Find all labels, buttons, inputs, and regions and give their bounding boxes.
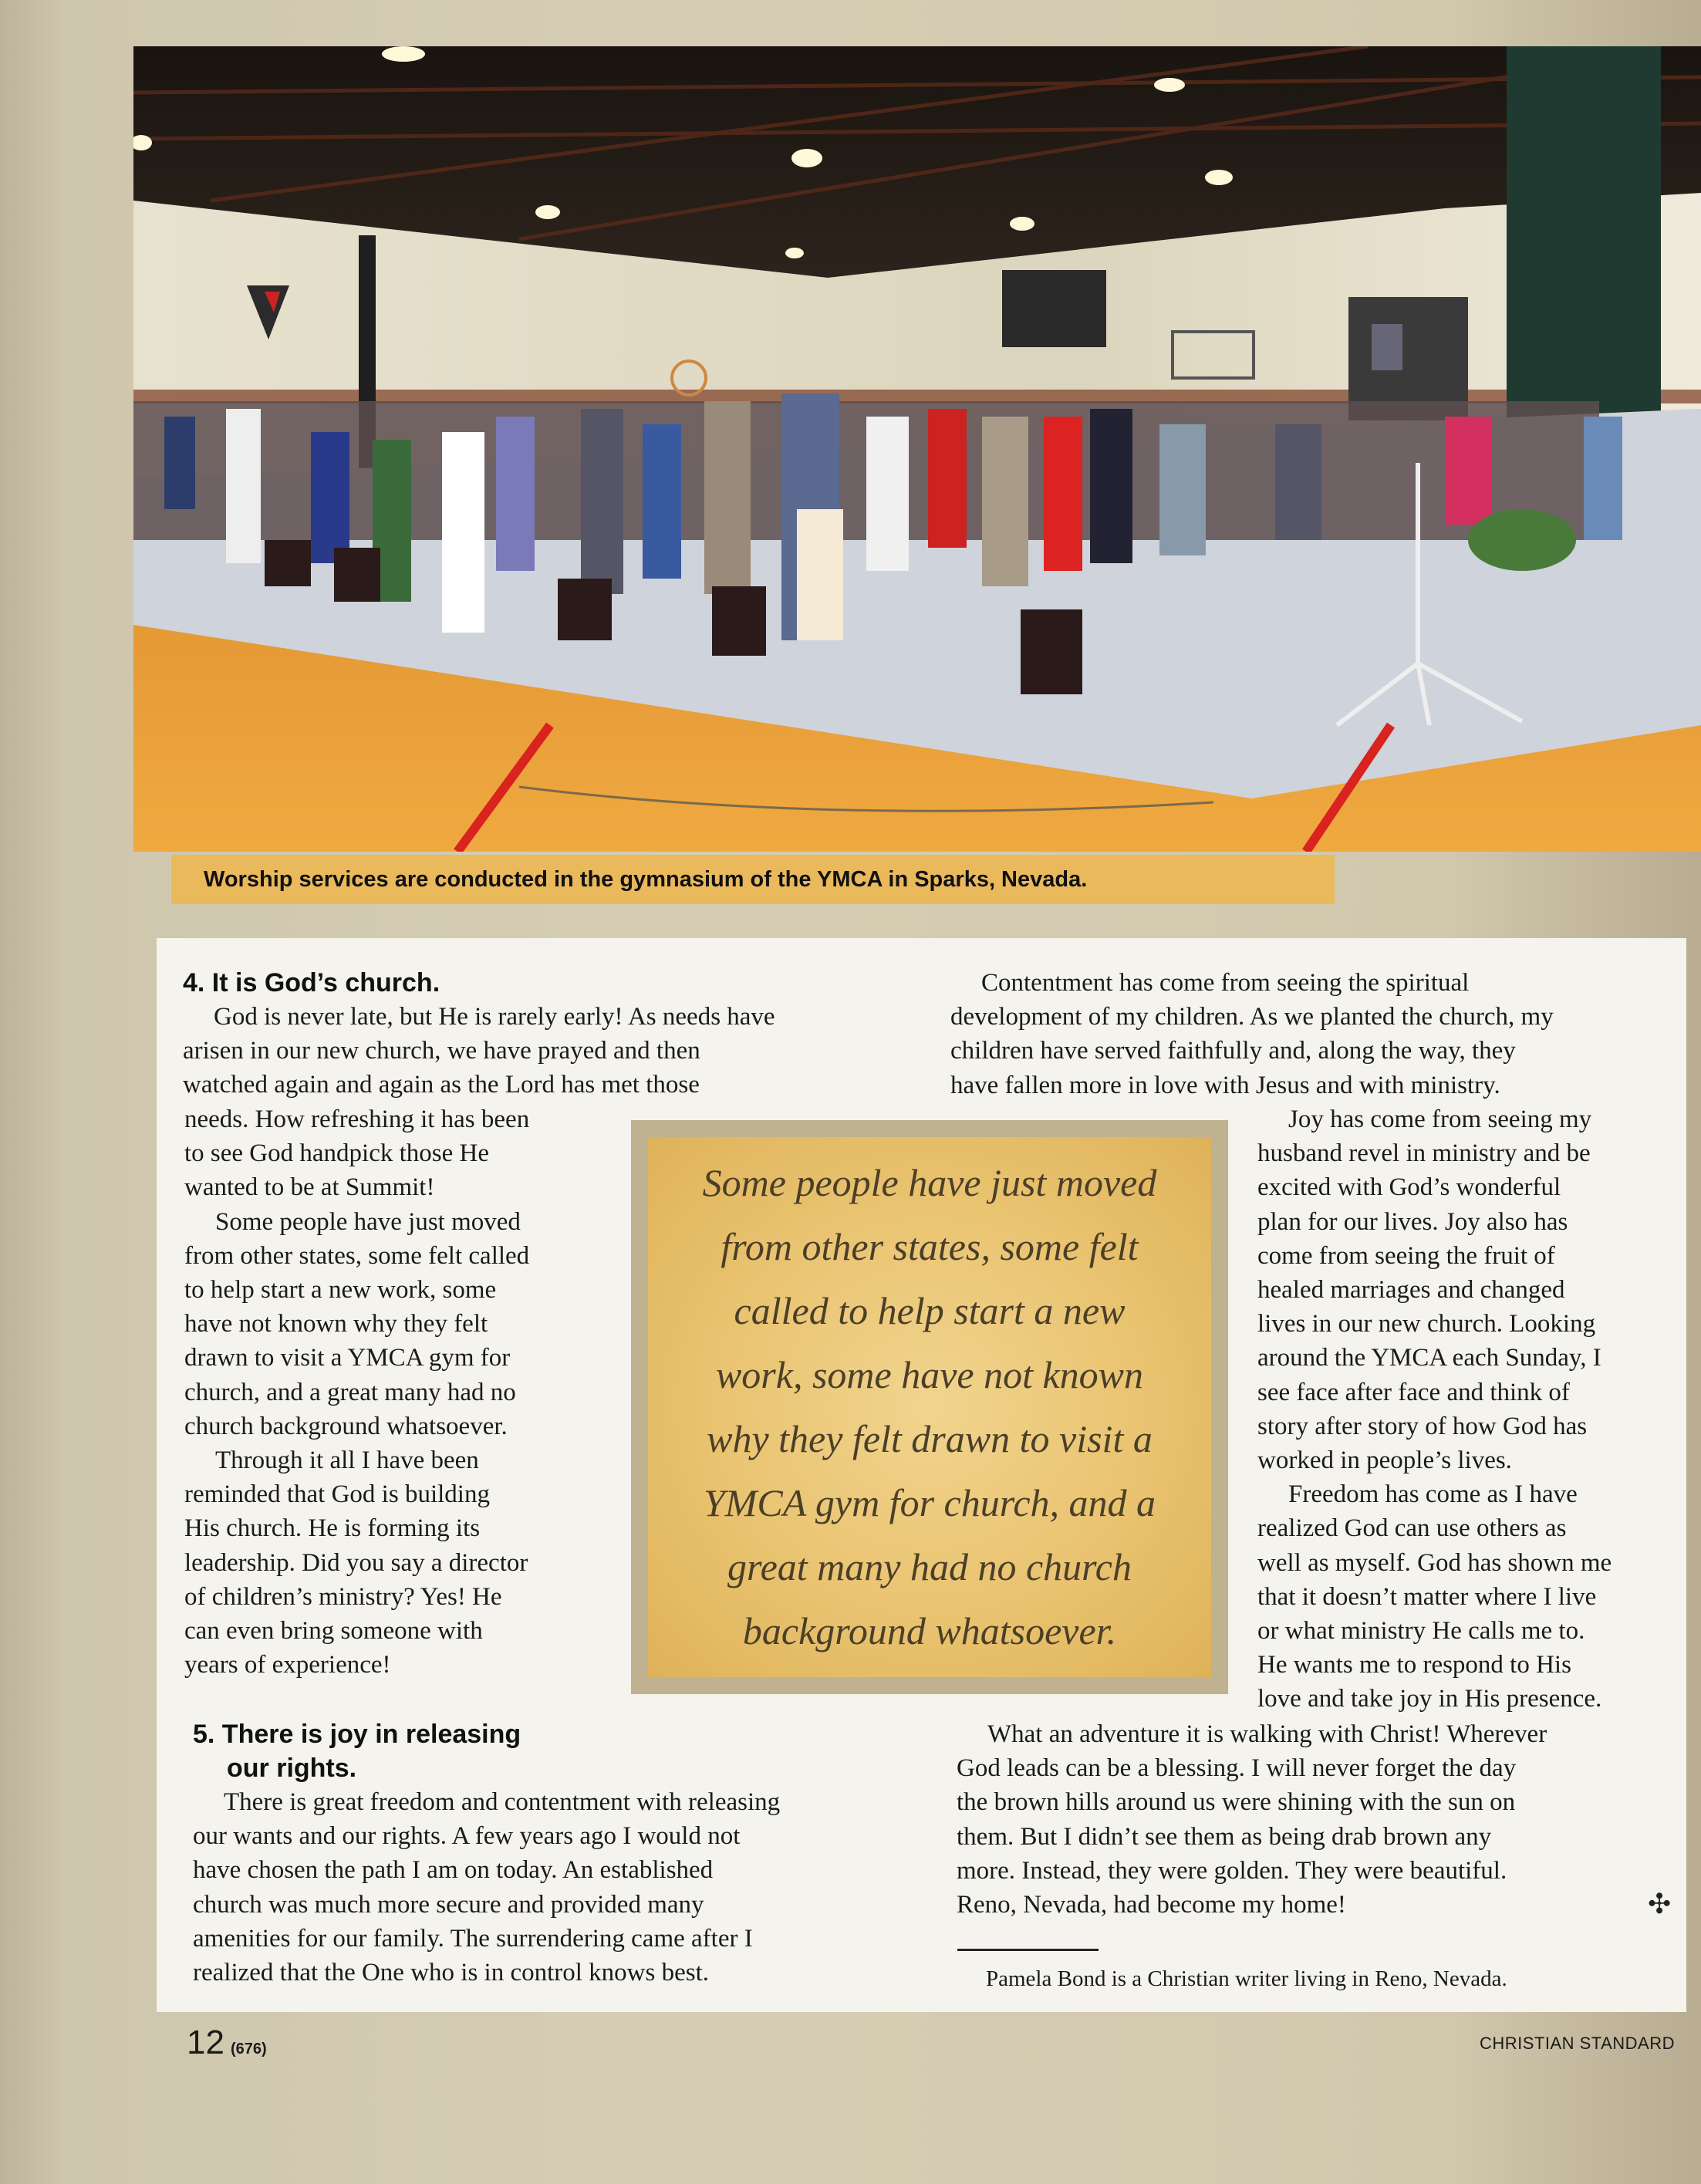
text-line: well as myself. God has shown me	[1257, 1548, 1612, 1577]
text-line: can even bring someone with	[184, 1617, 483, 1646]
text-line: our wants and our rights. A few years ago I would not	[193, 1822, 741, 1851]
text-line: He wants me to respond to His	[1257, 1651, 1571, 1679]
text-line: come from seeing the fruit of	[1257, 1241, 1555, 1270]
text-line: Joy has come from seeing my	[1288, 1106, 1592, 1133]
page-number-sub: (676)	[230, 2041, 267, 2057]
author-bio: Pamela Bond is a Christian writer living in Reno, Nevada.	[986, 1966, 1507, 1991]
text-line: children have served faithfully and, along the way, they	[950, 1037, 1516, 1065]
text-line: Freedom has come as I have	[1288, 1480, 1578, 1509]
text-line: husband revel in ministry and be	[1257, 1139, 1591, 1168]
right-column-wrap	[1257, 1102, 1689, 1716]
section-heading-4: 4. It is God’s church.	[183, 968, 440, 997]
text-line: or what ministry He calls me to.	[1257, 1617, 1585, 1646]
text-line: that it doesn’t matter where I live	[1257, 1582, 1597, 1611]
gymnasium-photo	[133, 46, 1701, 852]
pull-quote-frame	[631, 1120, 1228, 1694]
left-column-bottom	[193, 1717, 933, 1990]
text-line: story after story of how God has	[1257, 1412, 1588, 1440]
page-number	[187, 2023, 267, 2069]
text-line: healed marriages and changed	[1257, 1276, 1565, 1305]
text-line: church background whatsoever.	[184, 1412, 508, 1440]
text-line: realized God can use others as	[1257, 1514, 1567, 1543]
bio-divider	[957, 1949, 1099, 1951]
text-line: plan for our lives. Joy also has	[1257, 1207, 1568, 1236]
heading-line: our rights.	[227, 1754, 357, 1783]
magazine-name: CHRISTIAN STANDARD	[1479, 2034, 1675, 2053]
end-mark-icon: ✣	[1648, 1889, 1672, 1919]
text-line: needs. How refreshing it has been	[184, 1106, 530, 1133]
left-column-top	[183, 966, 923, 1102]
text-line: church, and a great many had no	[184, 1378, 516, 1406]
text-line: more. Instead, they were golden. They were beautiful.	[957, 1856, 1507, 1885]
text-line: them. But I didn’t see them as being drab brown any	[957, 1822, 1492, 1851]
text-line: watched again and again as the Lord has met those	[183, 1071, 700, 1099]
text-line: Some people have just moved	[215, 1207, 521, 1236]
text-line: God leads can be a blessing. I will never forget the day	[957, 1754, 1517, 1783]
text-line: years of experience!	[184, 1651, 391, 1679]
pull-quote-line: from other states, some felt	[721, 1225, 1139, 1268]
page-number-main: 12	[187, 2024, 224, 2061]
section-heading-5	[193, 1717, 933, 1785]
text-line: drawn to visit a YMCA gym for	[184, 1344, 511, 1372]
text-line: There is great freedom and contentment with releasing	[224, 1788, 781, 1816]
right-column-bottom	[957, 1717, 1682, 1922]
left-column-wrap	[184, 1102, 624, 1682]
pull-quote-line: great many had no church	[727, 1545, 1132, 1588]
text-line: see face after face and think of	[1257, 1378, 1570, 1406]
pull-quote-line: YMCA gym for church, and a	[703, 1481, 1156, 1524]
pull-quote-line: work, some have not known	[715, 1353, 1144, 1396]
text-line: leadership. Did you say a director	[184, 1548, 528, 1577]
right-column-top	[950, 966, 1676, 1102]
pull-quote-line: background whatsoever.	[742, 1609, 1117, 1652]
text-line: amenities for our family. The surrendering came after I	[193, 1924, 753, 1953]
text-line: love and take joy in His presence.	[1257, 1685, 1602, 1713]
text-line: reminded that God is building	[184, 1480, 490, 1509]
text-line: of children’s ministry? Yes! He	[184, 1582, 502, 1611]
text-line: from other states, some felt called	[184, 1241, 530, 1270]
heading-line: 5. There is joy in releasing	[193, 1720, 521, 1749]
text-line: have not known why they felt	[184, 1310, 488, 1338]
text-line: arisen in our new church, we have prayed and then	[183, 1037, 700, 1065]
text-line: the brown hills around us were shining with the sun on	[957, 1788, 1516, 1817]
text-line: lives in our new church. Looking	[1257, 1310, 1596, 1338]
pull-quote-line: why they felt drawn to visit a	[707, 1417, 1153, 1460]
text-line: Reno, Nevada, had become my home!	[957, 1891, 1346, 1919]
pull-quote	[648, 1137, 1211, 1677]
text-line: church was much more secure and provided many	[193, 1890, 704, 1919]
photo-caption: Worship services are conducted in the gymnasium of the YMCA in Sparks, Nevada.	[171, 855, 1335, 904]
text-line: excited with God’s wonderful	[1257, 1173, 1561, 1202]
text-line: God is never late, but He is rarely early! As needs have	[214, 1003, 775, 1031]
text-line: around the YMCA each Sunday, I	[1257, 1344, 1601, 1372]
text-line: His church. He is forming its	[184, 1514, 481, 1543]
text-line: worked in people’s lives.	[1257, 1446, 1512, 1475]
text-line: to see God handpick those He	[184, 1139, 489, 1168]
text-line: to help start a new work, some	[184, 1276, 497, 1305]
text-line: have fallen more in love with Jesus and with ministry.	[950, 1071, 1500, 1099]
text-line: Through it all I have been	[215, 1446, 479, 1475]
text-line: development of my children. As we planted the church, my	[950, 1003, 1554, 1031]
text-line: wanted to be at Summit!	[184, 1173, 435, 1202]
text-line: Contentment has come from seeing the spiritual	[981, 969, 1470, 997]
text-line: realized that the One who is in control knows best.	[193, 1959, 710, 1987]
text-line: What an adventure it is walking with Christ! Wherever	[987, 1720, 1547, 1748]
pull-quote-line: Some people have just moved	[702, 1161, 1157, 1204]
text-line: have chosen the path I am on today. An established	[193, 1856, 714, 1885]
pull-quote-line: called to help start a new	[734, 1289, 1126, 1332]
